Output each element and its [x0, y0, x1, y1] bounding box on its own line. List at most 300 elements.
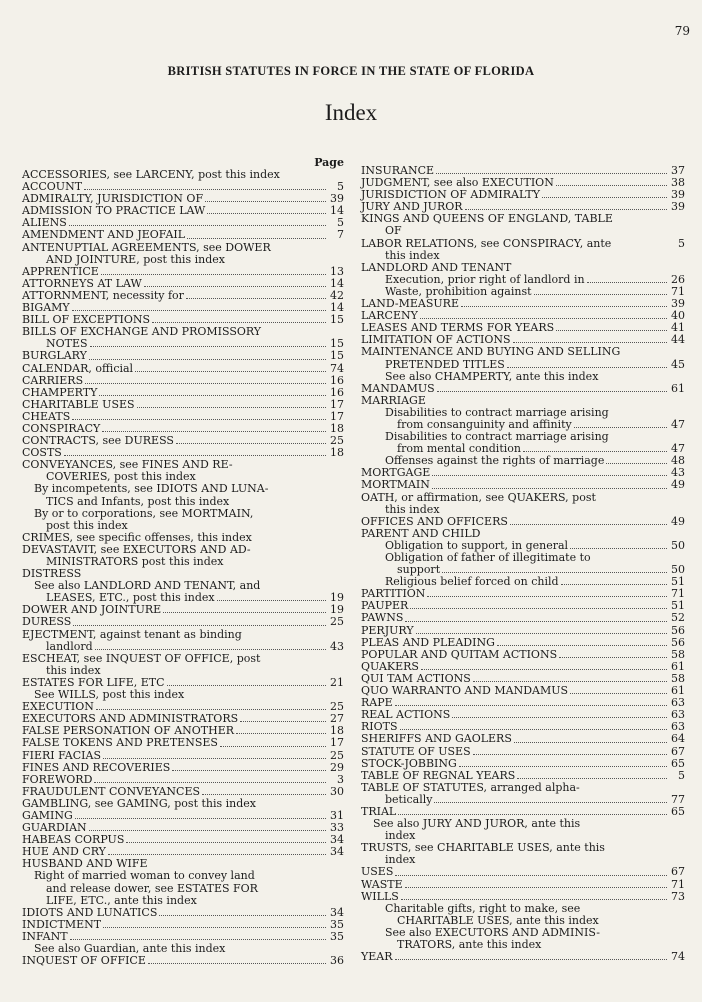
- index-entry: [22, 616, 344, 628]
- index-entry-page: 14: [330, 276, 344, 290]
- index-entry: [361, 371, 685, 383]
- index-entry-page: 19: [330, 591, 344, 605]
- index-entry-term: Religious belief forced on child: [385, 575, 559, 589]
- index-entry-page: 19: [330, 603, 344, 617]
- dot-leader: [400, 729, 667, 730]
- dot-leader: [72, 419, 326, 420]
- dot-leader: [570, 548, 667, 549]
- index-entry-page: 5: [337, 180, 344, 194]
- dot-leader: [517, 778, 667, 779]
- index-entry-term: QUAKERS: [361, 659, 419, 673]
- index-entry-term: ADMIRALTY, JURISDICTION OF: [22, 192, 204, 206]
- index-entry-term: See also EXECUTORS AND ADMINIS-: [385, 925, 601, 939]
- index-entry: [361, 879, 685, 891]
- index-entry-page: 39: [330, 192, 344, 206]
- index-entry-page: 15: [330, 313, 344, 327]
- index-entry-page: 25: [330, 700, 344, 714]
- index-entry-term: Right of married woman to convey land: [34, 869, 255, 883]
- index-entry-term: NOTES: [46, 337, 88, 351]
- dot-leader: [102, 431, 326, 432]
- dot-leader: [73, 625, 326, 626]
- dot-leader: [497, 645, 667, 646]
- index-entry-page: 63: [671, 720, 685, 734]
- dot-leader: [461, 306, 667, 307]
- index-entry-term: PARTITION: [361, 587, 426, 601]
- index-entry-term: CONSPIRACY: [22, 421, 101, 435]
- index-entry-term: JURY AND JUROR: [361, 200, 463, 214]
- index-entry-page: 65: [671, 804, 685, 818]
- index-entry: [22, 229, 344, 241]
- index-entry-page: 58: [671, 671, 685, 685]
- index-entry: [361, 866, 685, 878]
- index-entry-term: MARRIAGE: [361, 393, 426, 407]
- index-entry: [361, 238, 685, 250]
- index-entry-page: 16: [330, 385, 344, 399]
- index-entry-term: Disabilities to contract marriage arising: [385, 405, 609, 419]
- index-entry-term: FALSE PERSONATION OF ANOTHER: [22, 724, 235, 738]
- index-entry: [22, 350, 344, 362]
- index-entry-term: INDICTMENT: [22, 917, 102, 931]
- index-entry-page: 16: [330, 373, 344, 387]
- dot-leader: [442, 572, 667, 573]
- index-entry-term: GUARDIAN: [22, 821, 87, 835]
- index-entry-page: 27: [330, 712, 344, 726]
- index-entry: [361, 588, 685, 600]
- index-entry-term: ADMISSION TO PRACTICE LAW: [22, 204, 206, 218]
- dot-leader: [452, 717, 667, 718]
- index-entry-term: INSURANCE: [361, 164, 435, 177]
- index-entry-page: 33: [330, 821, 344, 835]
- index-entry: [361, 951, 685, 963]
- index-entry-page: 51: [671, 599, 685, 613]
- index-entry-term: ANTENUPTIAL AGREEMENTS, see DOWER: [22, 240, 271, 254]
- index-entry-page: 25: [330, 615, 344, 629]
- index-entry-page: 18: [330, 446, 344, 460]
- index-entry: [22, 290, 344, 302]
- index-entry-term: RAPE: [361, 696, 393, 710]
- index-entry: [361, 359, 685, 371]
- index-entry: [22, 363, 344, 375]
- dot-leader: [85, 383, 326, 384]
- dot-leader: [95, 649, 326, 650]
- index-entry: [22, 919, 344, 931]
- index-entry-page: 30: [330, 784, 344, 798]
- dot-leader: [395, 875, 667, 876]
- page-column-label: Page: [314, 156, 344, 169]
- index-entry: [361, 213, 685, 225]
- index-entry: [361, 504, 685, 516]
- index-entry-term: See also CHAMPERTY, ante this index: [385, 369, 599, 383]
- index-entry-page: 37: [671, 164, 685, 177]
- index-entry-page: 42: [330, 288, 344, 302]
- index-entry-term: MINISTRATORS post this index: [46, 555, 224, 568]
- index-entry-page: 43: [671, 466, 685, 480]
- index-entry-term: WILLS: [361, 889, 399, 903]
- index-entry: [361, 346, 685, 358]
- dot-leader: [510, 524, 667, 525]
- dot-leader: [89, 830, 326, 831]
- index-entry-page: 73: [671, 889, 685, 903]
- index-entry-term: this index: [46, 663, 101, 677]
- index-entry-page: 31: [330, 808, 344, 822]
- index-entry: [361, 625, 685, 637]
- index-entry-term: OATH, or affirmation, see QUAKERS, post: [361, 490, 596, 504]
- index-entry: [22, 520, 344, 532]
- index-entry-term: BURGLARY: [22, 349, 87, 363]
- dot-leader: [395, 959, 667, 960]
- index-entry-term: BIGAMY: [22, 301, 70, 315]
- index-entry: [361, 758, 685, 770]
- index-entry-page: 15: [330, 337, 344, 351]
- index-entry-term: FALSE TOKENS AND PRETENSES: [22, 736, 218, 750]
- index-entry-term: YEAR: [361, 950, 393, 964]
- index-entry-page: 35: [330, 929, 344, 943]
- index-entry: [22, 955, 344, 967]
- index-entry-term: landlord: [46, 639, 93, 653]
- index-entry-term: index: [385, 853, 416, 867]
- index-entry-page: 25: [330, 748, 344, 762]
- index-entry-term: FINES AND RECOVERIES: [22, 760, 171, 774]
- index-entry: [22, 508, 344, 520]
- index-entry-term: EJECTMENT, against tenant as binding: [22, 627, 242, 641]
- index-entry-term: MANDAMUS: [361, 381, 435, 395]
- dot-leader: [395, 705, 667, 706]
- index-entry-term: LARCENY: [361, 309, 418, 323]
- dot-leader: [90, 346, 326, 347]
- dot-leader: [405, 887, 667, 888]
- dot-leader: [559, 657, 667, 658]
- index-entry-page: 71: [671, 284, 685, 298]
- index-entry-term: HUE AND CRY: [22, 845, 106, 859]
- dot-leader: [148, 963, 326, 964]
- dot-leader: [434, 802, 667, 803]
- index-entry: [22, 737, 344, 749]
- dot-leader: [108, 854, 326, 855]
- index-entry: [22, 750, 344, 762]
- index-entry-term: DOWER AND JOINTURE: [22, 603, 162, 617]
- index-entry-term: OFFICES AND OFFICERS: [361, 514, 508, 528]
- index-entry: [22, 762, 344, 774]
- index-entry-page: 17: [330, 736, 344, 750]
- index-entry-term: GAMING: [22, 808, 73, 822]
- dot-leader: [70, 939, 326, 940]
- dot-leader: [126, 842, 326, 843]
- index-entry-term: HUSBAND AND WIFE: [22, 857, 148, 871]
- index-entry-term: Charitable gifts, right to make, see: [385, 901, 581, 915]
- index-entry-page: 64: [671, 732, 685, 746]
- index-entry-term: MORTMAIN: [361, 478, 430, 492]
- index-entry-term: PRETENDED TITLES: [385, 357, 505, 371]
- index-entry-term: QUO WARRANTO AND MANDAMUS: [361, 684, 569, 698]
- index-entry: [361, 516, 685, 528]
- index-entry: [361, 383, 685, 395]
- dot-leader: [205, 201, 326, 202]
- index-entry-page: 25: [330, 434, 344, 448]
- index-entry: [361, 250, 685, 262]
- dot-leader: [103, 927, 326, 928]
- index-entry-term: COSTS: [22, 446, 62, 460]
- index-entry-term: CHAMPERTY: [22, 385, 98, 399]
- index-entry-term: FIERI FACIAS: [22, 748, 101, 762]
- dot-leader: [167, 685, 326, 686]
- dot-leader: [144, 286, 326, 287]
- index-entry-page: 52: [671, 611, 685, 625]
- dot-leader: [398, 814, 667, 815]
- dot-leader: [69, 225, 326, 226]
- index-entry-term: ACCOUNT: [22, 180, 83, 194]
- index-entry-term: LANDLORD AND TENANT: [361, 260, 512, 274]
- index-entry: [22, 907, 344, 919]
- index-column-left: [22, 157, 344, 967]
- index-entry-term: CRIMES, see specific offenses, this index: [22, 530, 252, 544]
- index-entry-term: LEASES, ETC., post this index: [46, 591, 215, 605]
- index-entry-page: 34: [330, 905, 344, 919]
- index-entry-page: 48: [671, 454, 685, 468]
- index-entry: [361, 709, 685, 721]
- dot-leader: [574, 427, 667, 428]
- index-entry-page: 45: [671, 357, 685, 371]
- index-entry-term: BILL OF EXCEPTIONS: [22, 313, 151, 327]
- index-entry-term: Obligation to support, in general: [385, 538, 569, 552]
- index-entry: [361, 733, 685, 745]
- index-entry-term: ESTATES FOR LIFE, ETC: [22, 675, 165, 689]
- index-entry-page: 34: [330, 845, 344, 859]
- index-entry: [22, 254, 344, 266]
- index-entry-page: 39: [671, 200, 685, 214]
- dot-leader: [416, 633, 667, 634]
- index-entry-term: ALIENS: [22, 216, 67, 230]
- index-entry-term: CALENDAR, official: [22, 361, 134, 375]
- dot-leader: [75, 818, 326, 819]
- index-entry-term: PLEAS AND PLEADING: [361, 635, 495, 649]
- index-entry-page: 5: [678, 768, 685, 782]
- index-entry: [361, 891, 685, 903]
- page-title: Index: [324, 100, 378, 125]
- index-entry-term: PAUPER: [361, 599, 409, 613]
- index-entry-term: TICS and Infants, post this index: [46, 494, 230, 508]
- index-entry-page: 74: [330, 361, 344, 375]
- dot-leader: [420, 318, 667, 319]
- dot-leader: [202, 794, 326, 795]
- index-entry-page: 63: [671, 696, 685, 710]
- index-entry: [22, 629, 344, 641]
- dot-leader: [96, 709, 326, 710]
- index-entry-term: By incompetents, see IDIOTS AND LUNA-: [34, 482, 269, 496]
- index-entry: [361, 939, 685, 951]
- index-entry-term: from mental condition: [397, 442, 521, 456]
- index-entry-term: Execution, prior right of landlord in: [385, 272, 585, 286]
- dot-leader: [513, 342, 667, 343]
- index-entry: [361, 225, 685, 237]
- index-entry: [22, 242, 344, 254]
- index-entry: [361, 612, 685, 624]
- dot-leader: [561, 584, 667, 585]
- index-entry-term: CHARITABLE USES: [22, 397, 135, 411]
- index-entry-term: MORTGAGE: [361, 466, 431, 480]
- index-entry-term: index: [385, 829, 416, 843]
- dot-leader: [99, 395, 326, 396]
- dot-leader: [570, 693, 667, 694]
- index-entry-page: 61: [671, 684, 685, 698]
- index-entry-page: 49: [671, 478, 685, 492]
- index-entry-term: QUI TAM ACTIONS: [361, 671, 471, 685]
- index-entry-page: 49: [671, 514, 685, 528]
- index-entry-term: ATTORNEYS AT LAW: [22, 276, 142, 290]
- dot-leader: [523, 451, 667, 452]
- index-entry-page: 61: [671, 659, 685, 673]
- index-entry: [22, 435, 344, 447]
- index-entry-page: 43: [330, 639, 344, 653]
- index-entry-term: CHARITABLE USES, ante this index: [397, 913, 599, 927]
- index-entry-term: Waste, prohibition against: [385, 284, 532, 298]
- index-entry-term: See WILLS, post this index: [34, 688, 185, 702]
- dot-leader: [84, 189, 326, 190]
- index-entry-page: 18: [330, 421, 344, 435]
- index-entry-term: PARENT AND CHILD: [361, 526, 481, 540]
- index-entries-left: [22, 169, 344, 967]
- index-entry: [22, 641, 344, 653]
- dot-leader: [101, 274, 326, 275]
- dot-leader: [534, 294, 667, 295]
- index-entry: [22, 496, 344, 508]
- index-entry-term: EXECUTION: [22, 700, 94, 714]
- index-entry-term: STATUTE OF USES: [361, 744, 471, 758]
- index-entry-term: SHERIFFS AND GAOLERS: [361, 732, 512, 746]
- index-entry-page: 29: [330, 760, 344, 774]
- index-entry-term: AMENDMENT AND JEOFAIL: [22, 228, 186, 242]
- index-entry: [22, 774, 344, 786]
- dot-leader: [207, 213, 326, 214]
- index-entry-term: LIFE, ETC., ante this index: [46, 893, 197, 907]
- dot-leader: [163, 612, 326, 613]
- dot-leader: [103, 758, 326, 759]
- index-entry-page: 67: [671, 744, 685, 758]
- dot-leader: [465, 209, 667, 210]
- index-entry-page: 40: [671, 309, 685, 323]
- index-entry-term: JURISDICTION OF ADMIRALTY: [361, 188, 540, 202]
- index-entry: [22, 399, 344, 411]
- index-entry-term: See also LANDLORD AND TENANT, and: [34, 579, 261, 593]
- index-entry-page: 13: [330, 264, 344, 278]
- index-entry-term: CARRIERS: [22, 373, 84, 387]
- index-entry-page: 47: [671, 417, 685, 431]
- index-entry-page: 5: [337, 216, 344, 230]
- dot-leader: [606, 463, 667, 464]
- index-entry: [361, 685, 685, 697]
- index-entry-term: LABOR RELATIONS, see CONSPIRACY, ante: [361, 236, 612, 250]
- index-entry-term: TRIAL: [361, 804, 397, 818]
- dot-leader: [473, 681, 667, 682]
- index-entry-page: 50: [671, 563, 685, 577]
- index-entry-term: this index: [385, 502, 440, 516]
- index-entry-term: ESCHEAT, see INQUEST OF OFFICE, post: [22, 651, 261, 665]
- index-entry: [22, 483, 344, 495]
- dot-leader: [556, 330, 667, 331]
- index-entry-term: CHEATS: [22, 409, 71, 423]
- index-entry-term: REAL ACTIONS: [361, 708, 451, 722]
- index-entry-term: INFANT: [22, 929, 68, 943]
- index-entry-term: FRAUDULENT CONVEYANCES: [22, 784, 201, 798]
- index-entry-page: 71: [671, 587, 685, 601]
- index-entry-term: APPRENTICE: [22, 264, 99, 278]
- index-entry: [361, 492, 685, 504]
- index-entry-page: 5: [678, 236, 685, 250]
- dot-leader: [507, 367, 667, 368]
- index-entry-term: ATTORNMENT, necessity for: [22, 288, 184, 302]
- index-entry-page: 3: [337, 772, 344, 786]
- index-entry-page: 14: [330, 204, 344, 218]
- index-entry: [361, 600, 685, 612]
- index-entry-term: USES: [361, 865, 394, 879]
- index-entry-term: TRUSTS, see CHARITABLE USES, ante this: [361, 841, 605, 855]
- index-entry-term: Disabilities to contract marriage arising: [385, 430, 609, 444]
- dot-leader: [514, 742, 667, 743]
- dot-leader: [217, 600, 326, 601]
- index-entry-term: IDIOTS AND LUNATICS: [22, 905, 158, 919]
- index-entry-page: 17: [330, 409, 344, 423]
- index-entry-page: 71: [671, 877, 685, 891]
- dot-leader: [436, 173, 667, 174]
- index-entry-term: LEASES AND TERMS FOR YEARS: [361, 321, 555, 335]
- dot-leader: [89, 359, 326, 360]
- index-entry-term: MAINTENANCE AND BUYING AND SELLING: [361, 345, 621, 359]
- index-entry-page: 67: [671, 865, 685, 879]
- dot-leader: [432, 475, 667, 476]
- index-entry-term: post this index: [46, 518, 128, 532]
- index-entry-page: 63: [671, 708, 685, 722]
- dot-leader: [459, 766, 667, 767]
- index-entry-term: See also JURY AND JUROR, ante this: [373, 817, 581, 831]
- index-entry-term: EXECUTORS AND ADMINISTRATORS: [22, 712, 239, 726]
- index-entry: [361, 479, 685, 491]
- index-entry: [22, 387, 344, 399]
- index-entry-term: See also Guardian, ante this index: [34, 942, 226, 955]
- index-entry-page: 39: [671, 188, 685, 202]
- index-entry-term: AND JOINTURE, post this index: [46, 252, 225, 266]
- index-entry-term: JUDGMENT, see also EXECUTION: [361, 176, 554, 190]
- index-entry-page: 41: [671, 321, 685, 335]
- index-entry: [361, 794, 685, 806]
- dot-leader: [172, 770, 326, 771]
- dot-leader: [186, 298, 326, 299]
- index-entry-page: 35: [330, 917, 344, 931]
- index-entry-term: DEVASTAVIT, see EXECUTORS AND AD-: [22, 542, 251, 556]
- index-entry-page: 38: [671, 176, 685, 190]
- index-entry-page: 14: [330, 301, 344, 315]
- index-entry-page: 51: [671, 575, 685, 589]
- index-entry: [361, 637, 685, 649]
- dot-leader: [437, 391, 667, 392]
- dot-leader: [94, 782, 326, 783]
- dot-leader: [401, 899, 667, 900]
- index-entry-page: 47: [671, 442, 685, 456]
- index-entry-term: Obligation of father of illegitimate to: [385, 551, 591, 564]
- dot-leader: [240, 721, 326, 722]
- index-entry-page: 15: [330, 349, 344, 363]
- dot-leader: [152, 322, 326, 323]
- dot-leader: [405, 621, 667, 622]
- dot-leader: [220, 746, 326, 747]
- index-entry-page: 56: [671, 623, 685, 637]
- index-entry: [22, 870, 344, 882]
- index-entry-term: CONTRACTS, see DURESS: [22, 434, 174, 448]
- index-entry-page: 50: [671, 538, 685, 552]
- index-entry-page: 61: [671, 381, 685, 395]
- index-entry-page: 21: [330, 675, 344, 689]
- index-entry-page: 58: [671, 647, 685, 661]
- index-entry-term: BILLS OF EXCHANGE AND PROMISSORY: [22, 325, 262, 339]
- index-entry: [22, 205, 344, 217]
